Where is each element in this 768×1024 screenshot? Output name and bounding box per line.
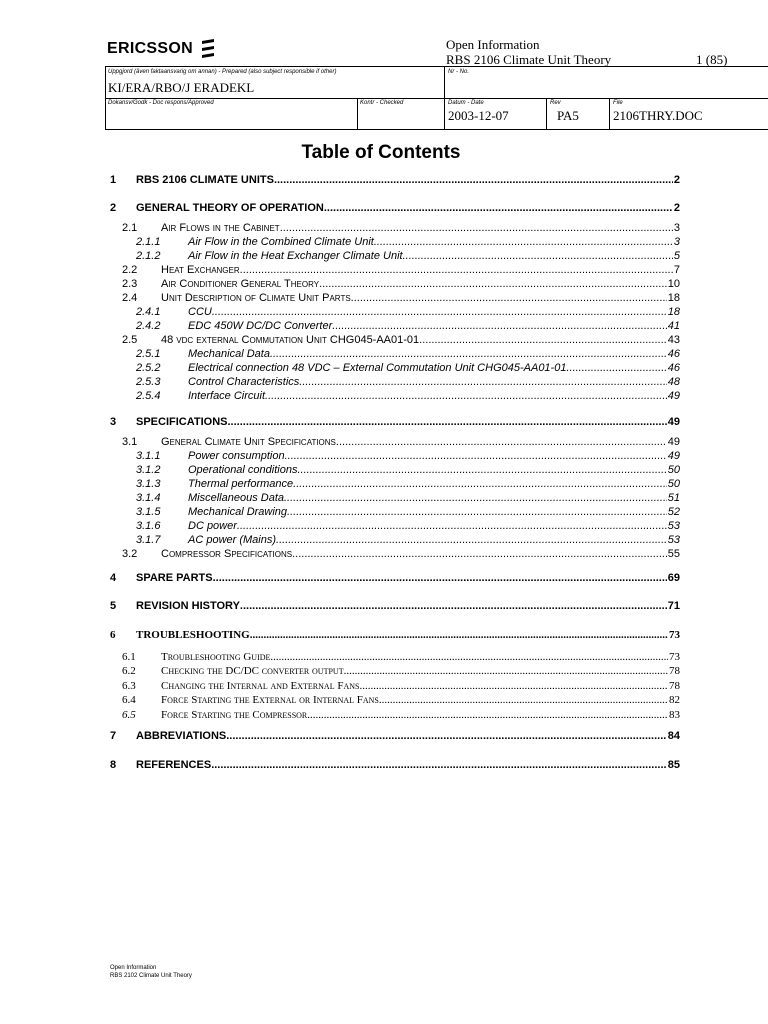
toc-entry[interactable]: 3.1 General Climate Unit Specifications ..... 49 <box>122 436 680 448</box>
toc-entry-title: Force Starting the Compressor <box>161 709 308 721</box>
table-divider <box>444 98 445 129</box>
no-label: Nr - No. <box>448 69 469 75</box>
toc-entry-page: 3 <box>673 236 680 248</box>
toc-entry-page: 18 <box>667 292 680 304</box>
toc-entry-title: General Climate Unit Specifications <box>161 436 336 448</box>
toc-entry-page: 48 <box>667 376 680 388</box>
toc-entry-title: SPARE PARTS <box>136 572 213 584</box>
toc-entry-page: 7 <box>673 264 680 276</box>
toc-entry-page: 55 <box>667 548 680 560</box>
toc-entry-title: DC power <box>188 520 237 532</box>
ericsson-mark-icon <box>199 38 217 60</box>
toc-entry-title: Power consumption <box>188 450 285 462</box>
date-value: 2003-12-07 <box>448 108 509 123</box>
prepared-label: Uppgjord (även faktaansvarig om annan) - Prepared (also subject responsible if other) <box>108 69 337 75</box>
toc-entry-title: Checking the DC/DC converter output <box>161 665 344 677</box>
ericsson-logo <box>107 37 217 61</box>
toc-entry[interactable]: 3.1.3 Thermal performance ..... 50 <box>136 478 680 490</box>
toc-entry-title: Changing the Internal and External Fans <box>161 680 360 692</box>
toc-entry[interactable]: 2.5.4 Interface Circuit ..... 49 <box>136 390 680 402</box>
toc-entry[interactable]: 8 REFERENCES ..... 85 <box>110 759 680 771</box>
toc-entry[interactable]: 3.2 Compressor Specifications ..... 55 <box>122 548 680 560</box>
toc-entry-title: EDC 450W DC/DC Converter <box>188 320 333 332</box>
info-label: Open Information <box>446 37 540 52</box>
toc-entry[interactable]: 3.1.1 Power consumption ..... 49 <box>136 450 680 462</box>
toc-entry[interactable]: 3.1.4 Miscellaneous Data ..... 51 <box>136 492 680 504</box>
toc-entry-title: REFERENCES <box>136 759 212 771</box>
table-divider <box>546 98 547 129</box>
toc-entry-page: 18 <box>667 306 680 318</box>
toc-entry-page: 50 <box>667 478 680 490</box>
toc-entry-title: Mechanical Drawing <box>188 506 288 518</box>
toc-entry[interactable]: 4 SPARE PARTS ..... 69 <box>110 572 680 584</box>
toc-entry[interactable]: 3.1.5 Mechanical Drawing ..... 52 <box>136 506 680 518</box>
toc-entry[interactable]: 3.1.6 DC power ..... 53 <box>136 520 680 532</box>
toc-entry-title: TROUBLESHOOTING <box>136 629 250 641</box>
toc-entry-page: 73 <box>669 651 680 663</box>
toc-entry-page: 71 <box>667 600 680 612</box>
rev-label: Rev <box>550 100 561 106</box>
toc-entry[interactable]: 6.3 Changing the Internal and External Fans ..... 78 <box>122 680 680 692</box>
table-divider <box>609 98 610 129</box>
table-divider <box>444 67 445 98</box>
toc-entry[interactable]: 2.1.1 Air Flow in the Combined Climate Unit ..... 3 <box>136 236 680 248</box>
toc-entry-title: AC power (Mains) <box>188 534 277 546</box>
logo-text: ERICSSON <box>107 40 193 57</box>
toc-entry[interactable]: 3.1.7 AC power (Mains) ..... 53 <box>136 534 680 546</box>
rev-value: PA5 <box>557 108 579 123</box>
page-footer <box>110 964 192 980</box>
toc-entry-page: 73 <box>669 629 680 641</box>
toc-entry-title: REVISION HISTORY <box>136 600 240 612</box>
toc-entry-page: 46 <box>667 362 680 374</box>
toc-entry[interactable]: 3.1.2 Operational conditions ..... 50 <box>136 464 680 476</box>
prepared-value: KI/ERA/RBO/J ERADEKL <box>108 80 255 95</box>
toc-entry-page: 3 <box>673 222 680 234</box>
toc-entry-title: SPECIFICATIONS <box>136 416 228 428</box>
toc-entry-page: 49 <box>667 390 680 402</box>
toc-entry-page: 50 <box>667 464 680 476</box>
header-table <box>105 66 768 130</box>
toc-entry-page: 49 <box>667 416 680 428</box>
toc-entry-page: 83 <box>669 709 680 721</box>
toc-entry-title: Interface Circuit <box>188 390 266 402</box>
toc-entry-title: Air Flows in the Cabinet <box>161 222 280 234</box>
toc-entry-title: 48 vdc external Commutation Unit CHG045-AA01-01 <box>161 334 420 346</box>
toc-entry[interactable]: 2.5 48 vdc external Commutation Unit CHG045-AA01-01 ..... 43 <box>122 334 680 346</box>
toc-entry-title: Miscellaneous Data <box>188 492 284 504</box>
toc-title: Table of Contents <box>301 142 461 163</box>
toc-entry[interactable]: 5 REVISION HISTORY ..... 71 <box>110 600 680 612</box>
toc-entry-page: 53 <box>667 520 680 532</box>
toc-entry-page: 84 <box>667 730 680 742</box>
toc-entry[interactable]: 2.5.3 Control Characteristics ..... 48 <box>136 376 680 388</box>
toc-entry-page: 78 <box>669 680 680 692</box>
toc-entry-title: Electrical connection 48 VDC – External Commutation Unit CHG045-AA01-01 <box>188 362 567 374</box>
approved-label: Dokansv/Godk - Doc respons/Approved <box>108 100 214 106</box>
toc-entry[interactable]: 2.4.2 EDC 450W DC/DC Converter ..... 41 <box>136 320 680 332</box>
toc-entry[interactable]: 6.5 Force Starting the Compressor ..... 83 <box>122 709 680 721</box>
date-label: Datum - Date <box>448 100 484 106</box>
toc-entry[interactable]: 2.1 Air Flows in the Cabinet ..... 3 <box>122 222 680 234</box>
toc-entry[interactable]: 2.2 Heat Exchanger ..... 7 <box>122 264 680 276</box>
toc-entry[interactable]: 2.3 Air Conditioner General Theory ..... 10 <box>122 278 680 290</box>
file-value: 2106THRY.DOC <box>613 108 703 123</box>
toc-entry-title: Operational conditions <box>188 464 298 476</box>
toc-entry-title: Control Characteristics <box>188 376 300 388</box>
toc-entry[interactable]: 2.5.2 Electrical connection 48 VDC – External Commutation Unit CHG045-AA01-01 ..... 46 <box>136 362 680 374</box>
toc-entry-page: 53 <box>667 534 680 546</box>
toc-entry[interactable]: 6.2 Checking the DC/DC converter output ..... 78 <box>122 665 680 677</box>
toc-entry-page: 43 <box>667 334 680 346</box>
toc-entry[interactable]: 3 SPECIFICATIONS ..... 49 <box>110 416 680 428</box>
toc-entry-title: CCU <box>188 306 212 318</box>
file-label: File <box>613 100 623 106</box>
toc-entry[interactable]: 2.5.1 Mechanical Data ..... 46 <box>136 348 680 360</box>
toc-entry-page: 51 <box>667 492 680 504</box>
header-info <box>446 37 611 67</box>
toc-entry-page: 46 <box>667 348 680 360</box>
toc-entry[interactable]: 6 TROUBLESHOOTING ..... 73 <box>110 629 680 641</box>
toc-entry-page: 2 <box>673 202 680 214</box>
toc-entry[interactable]: 2.4 Unit Description of Climate Unit Parts ..... 18 <box>122 292 680 304</box>
toc-entry-title: Mechanical Data <box>188 348 270 360</box>
doc-title: RBS 2106 Climate Unit Theory <box>446 52 612 67</box>
toc-entry-title: GENERAL THEORY OF OPERATION <box>136 202 324 214</box>
toc-entry-page: 2 <box>673 174 680 186</box>
toc-entry[interactable]: 6.4 Force Starting the External or Internal Fans ..... 82 <box>122 694 680 706</box>
toc-entry-title: Heat Exchanger <box>161 264 240 276</box>
footer-line: Open Information <box>110 965 157 971</box>
checked-label: Kontr - Checked <box>360 100 404 106</box>
toc-entry-title: Troubleshooting Guide <box>161 651 271 663</box>
toc-entry-title: Air Flow in the Heat Exchanger Climate Unit <box>188 250 403 262</box>
toc-entry-page: 52 <box>667 506 680 518</box>
footer-line: RBS 2102 Climate Unit Theory <box>110 973 192 979</box>
page-of: 1 (85) <box>696 52 728 67</box>
toc-entry-title: Unit Description of Climate Unit Parts <box>161 292 351 304</box>
toc-entry[interactable]: 6.1 Troubleshooting Guide ..... 73 <box>122 651 680 663</box>
toc-entry-page: 69 <box>667 572 680 584</box>
toc-entry-page: 78 <box>669 665 680 677</box>
toc-entry-title: ABBREVIATIONS <box>136 730 227 742</box>
toc-entry-page: 82 <box>669 694 680 706</box>
toc-entry[interactable]: 2.4.1 CCU ..... 18 <box>136 306 680 318</box>
toc-entry-title: Force Starting the External or Internal Fans <box>161 694 379 706</box>
toc-entry[interactable]: 7 ABBREVIATIONS ..... 84 <box>110 730 680 742</box>
toc-entry-title: Air Conditioner General Theory <box>161 278 320 290</box>
toc-entry-page: 5 <box>673 250 680 262</box>
toc-entry[interactable]: 2.1.2 Air Flow in the Heat Exchanger Climate Unit ..... 5 <box>136 250 680 262</box>
table-divider <box>357 98 358 129</box>
toc-entry-page: 10 <box>667 278 680 290</box>
toc-entry[interactable]: 2 GENERAL THEORY OF OPERATION ..... 2 <box>110 202 680 214</box>
toc-entry-title: Compressor Specifications <box>161 548 293 560</box>
toc-entry-page: 49 <box>667 450 680 462</box>
toc-entry-title: Air Flow in the Combined Climate Unit <box>188 236 374 248</box>
toc-entry-page: 49 <box>667 436 680 448</box>
toc-entry-title: RBS 2106 CLIMATE UNITS <box>136 174 274 186</box>
toc-entry-page: 41 <box>667 320 680 332</box>
toc-entry-title: Thermal performance <box>188 478 294 490</box>
toc-entry-page: 85 <box>667 759 680 771</box>
toc-entry[interactable]: 1 RBS 2106 CLIMATE UNITS ..... 2 <box>110 174 680 186</box>
